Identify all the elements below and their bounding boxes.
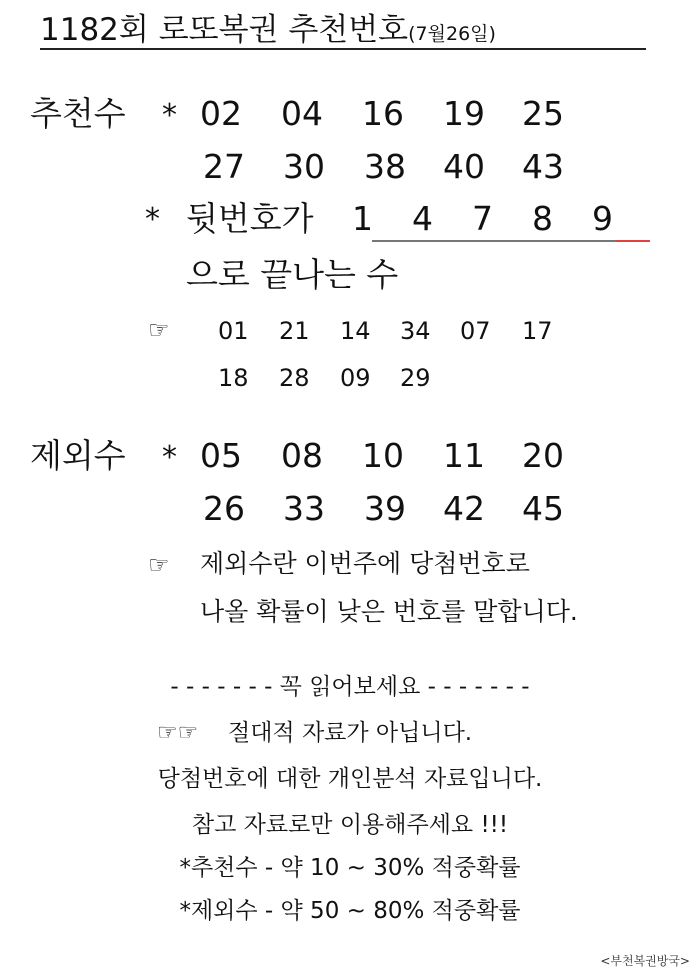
ending-digit: 8 (532, 199, 553, 238)
title-date: (7월26일) (408, 23, 496, 45)
ending-digit: 7 (472, 199, 493, 238)
recommend-label: 추천수 (30, 94, 126, 133)
ending-number: 14 (340, 317, 371, 345)
exclude-note-line-1: 제외수란 이번주에 당첨번호로 (200, 549, 530, 578)
notice-line-3: 참고 자료로만 이용해주세요 !!! (191, 812, 509, 838)
ending-number: 09 (340, 364, 371, 392)
title-underline (40, 48, 646, 50)
exclude-number: 33 (283, 489, 325, 528)
recommend-star: * (162, 98, 177, 133)
notice-line-5: *제외수 - 약 50 ~ 80% 적중확률 (179, 898, 521, 924)
exclude-label: 제외수 (30, 436, 126, 475)
pointing-hand-icon: ☞ (148, 551, 170, 579)
exclude-number: 05 (200, 436, 242, 475)
credit-text: <부천복권방국> (600, 954, 690, 968)
ending-number: 34 (400, 317, 431, 345)
ending-number: 21 (279, 317, 310, 345)
ending-number: 17 (522, 317, 553, 345)
notice-header: - - - - - - - 꼭 읽어보세요 - - - - - - - (170, 674, 530, 700)
exclude-number: 26 (203, 489, 245, 528)
exclude-number: 45 (522, 489, 564, 528)
ending-suffix: 으로 끝나는 수 (186, 255, 399, 294)
recommend-number: 43 (522, 147, 564, 186)
recommend-number: 27 (203, 147, 245, 186)
exclude-number: 08 (281, 436, 323, 475)
ending-number: 18 (218, 364, 249, 392)
pointing-hand-icon: ☞ (148, 316, 170, 344)
ending-digit: 9 (592, 199, 613, 238)
ending-digit: 1 (352, 199, 373, 238)
ending-number: 29 (400, 364, 431, 392)
ending-number: 07 (460, 317, 491, 345)
digits-underline (372, 240, 650, 242)
exclude-number: 42 (443, 489, 485, 528)
ending-digit: 4 (412, 199, 433, 238)
ending-number: 01 (218, 317, 249, 345)
recommend-number: 02 (200, 94, 242, 133)
notice-line-1: 절대적 자료가 아닙니다. (228, 720, 473, 746)
exclude-star: * (162, 440, 177, 475)
recommend-number: 04 (281, 94, 323, 133)
ending-label: 뒷번호가 (186, 199, 314, 238)
exclude-number: 39 (364, 489, 406, 528)
exclude-number: 11 (443, 436, 485, 475)
recommend-number: 38 (364, 147, 406, 186)
recommend-number: 25 (522, 94, 564, 133)
ending-star: * (145, 202, 160, 237)
recommend-number: 19 (443, 94, 485, 133)
double-pointing-hand-icon: ☞☞ (157, 720, 199, 746)
exclude-number: 10 (362, 436, 404, 475)
ending-number: 28 (279, 364, 310, 392)
recommend-number: 30 (283, 147, 325, 186)
title-main: 1182회 로또복권 추천번호 (40, 12, 409, 48)
recommend-number: 16 (362, 94, 404, 133)
recommend-number: 40 (443, 147, 485, 186)
notice-line-4: *추천수 - 약 10 ~ 30% 적중확률 (179, 855, 521, 881)
notice-line-2: 당첨번호에 대한 개인분석 자료입니다. (157, 766, 543, 792)
exclude-number: 20 (522, 436, 564, 475)
exclude-note-line-2: 나올 확률이 낮은 번호를 말합니다. (200, 597, 578, 626)
